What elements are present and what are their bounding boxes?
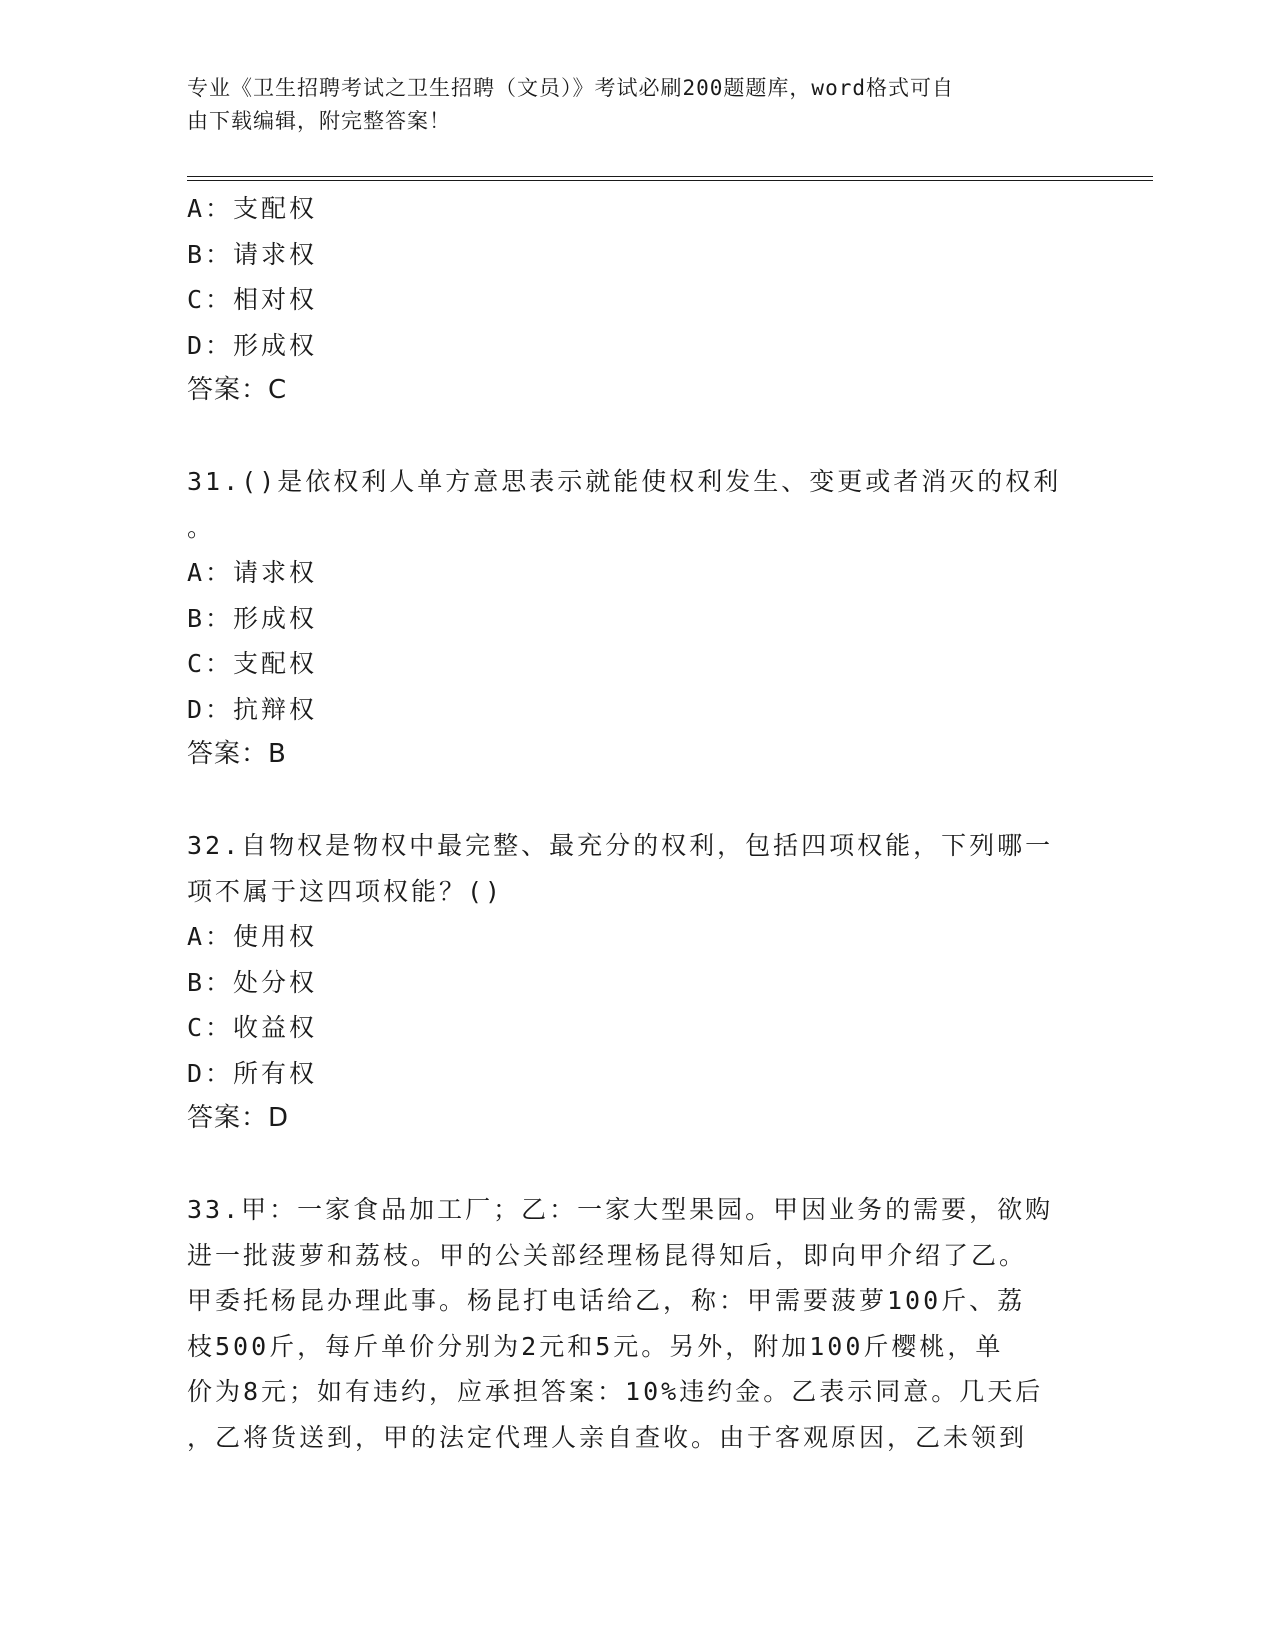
question-list [187, 186, 1077, 1460]
answer: 答案：D [187, 1103, 290, 1133]
spacer [187, 778, 1077, 824]
question-31-block [187, 459, 1077, 778]
prev-question-block [187, 186, 1077, 414]
question-33-text-2: 进一批菠萝和荔枝。甲的公关部经理杨昆得知后，即向甲介绍了乙。 [187, 1240, 1028, 1270]
question-33-text-5: 价为8元；如有违约，应承担答案：10%违约金。乙表示同意。几天后 [187, 1377, 1044, 1406]
option-c: C：相对权 [187, 285, 318, 314]
question-33-text-1: 33.甲：一家食品加工厂；乙：一家大型果园。甲因业务的需要，欲购 [187, 1195, 1054, 1224]
question-33-text-4: 枝500斤，每斤单价分别为2元和5元。另外，附加100斤樱桃，单 [187, 1331, 1004, 1361]
option-a: A：请求权 [187, 558, 318, 587]
question-31-text-1: 31.()是依权利人单方意思表示就能使权利发生、变更或者消灭的权利 [187, 467, 1062, 496]
question-33-text-6: ，乙将货送到，甲的法定代理人亲自查收。由于客观原因，乙未领到 [187, 1422, 1028, 1452]
option-a: A：使用权 [187, 922, 318, 951]
header-divider [187, 176, 1153, 181]
spacer [187, 1142, 1077, 1188]
option-d: D：所有权 [187, 1058, 318, 1088]
option-a: A：支配权 [187, 194, 318, 223]
answer: 答案：C [187, 375, 288, 405]
option-b: B：处分权 [187, 967, 318, 997]
option-c: C：收益权 [187, 1013, 318, 1042]
option-b: B：形成权 [187, 603, 318, 633]
option-c: C：支配权 [187, 649, 318, 678]
question-33-text-3: 甲委托杨昆办理此事。杨昆打电话给乙，称：甲需要菠萝100斤、荔 [187, 1286, 1026, 1315]
question-32-block [187, 823, 1077, 1142]
document-header [187, 72, 1077, 138]
question-32-text-1: 32.自物权是物权中最完整、最充分的权利，包括四项权能，下列哪一 [187, 831, 1054, 860]
option-d: D：抗辩权 [187, 694, 318, 724]
option-d: D：形成权 [187, 330, 318, 360]
option-b: B：请求权 [187, 239, 318, 269]
question-33-block [187, 1187, 1077, 1460]
answer: 答案：B [187, 739, 287, 769]
question-31-text-2: 。 [187, 512, 216, 542]
header-line-1: 专业《卫生招聘考试之卫生招聘（文员）》考试必刷200题题库，word格式可自 [187, 76, 954, 100]
spacer [187, 414, 1077, 460]
question-32-text-2: 项不属于这四项权能？() [187, 876, 504, 906]
header-line-2: 由下载编辑，附完整答案！ [187, 109, 451, 133]
